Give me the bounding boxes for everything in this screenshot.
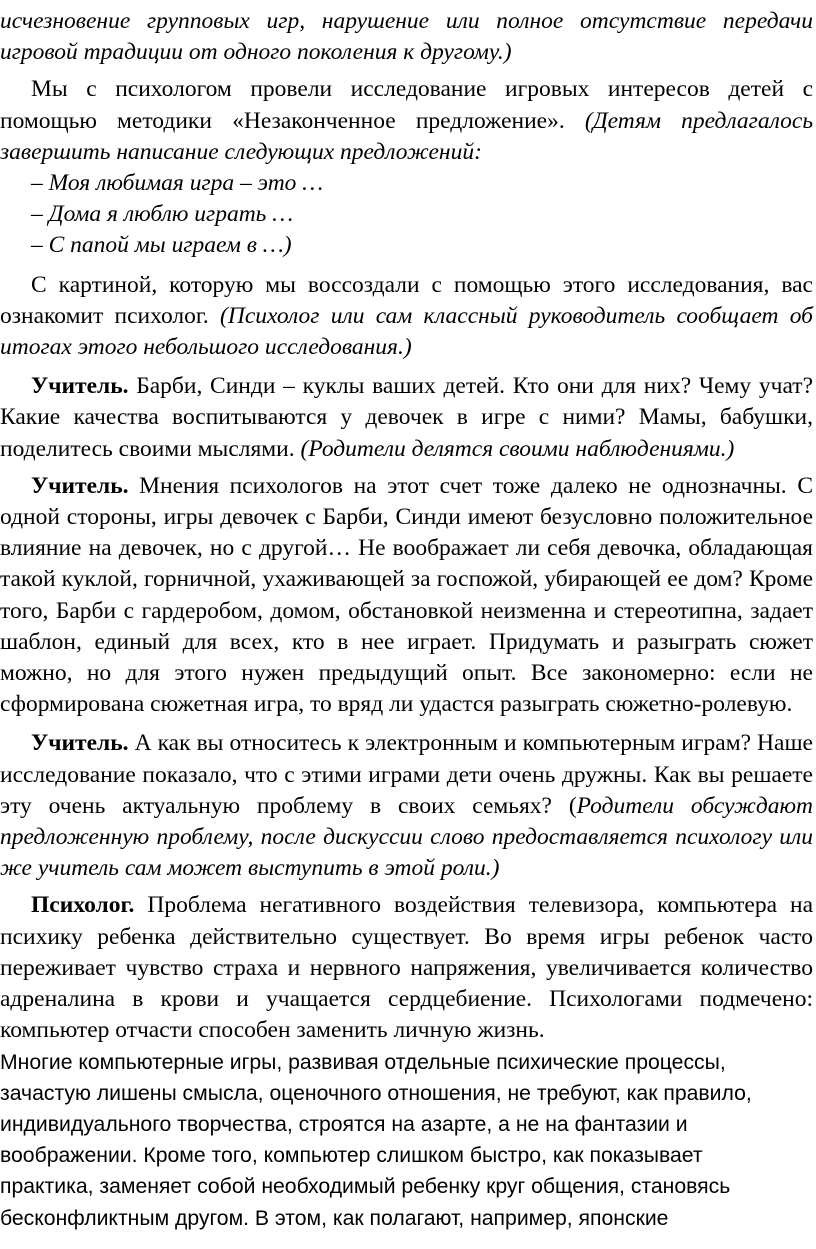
paragraph-text: Проблема негативного воздействия телевизора, компьютера на психику ребенка действительно существует. Во время игры ребенок часто переживает чувство страха и нервного напряжения, увеличивается количество адреналина в крови и учащается сердцебиение. Психологами подмечено: компьютер отчасти способен заменить личную жизнь. — [0, 892, 813, 1044]
text-line: зачастую лишены смысла, оценочного отношения, не требуют, как правило, — [0, 1081, 752, 1105]
paragraph-computer-games — [0, 1047, 813, 1234]
dash-item-2: – Дома я люблю играть … — [31, 201, 294, 228]
italic-remark: (Детям предлагалось завершить написание следующих предложений: — [0, 107, 814, 165]
italic-remark: (Родители делятся своими наблюдениями.) — [300, 435, 735, 462]
paragraph-teacher-2 — [0, 471, 813, 721]
speaker-label: Психолог. — [31, 892, 135, 919]
italic-remark: Родители обсуждают предложенную проблему, после дискуссии слово предоставляется психологу или же учитель сам может выступить в этой роли.) — [0, 792, 814, 882]
text-line: практика, заменяет собой необходимый ребенку круг общения, становясь — [0, 1175, 731, 1199]
paragraph-teacher-3 — [0, 728, 813, 884]
text-line: бесконфликтным другом. В этом, как полагают, например, японские — [0, 1206, 669, 1230]
paragraph-text: С картиной, которую мы воссоздали с помощью этого исследования, вас ознакомит психолог. — [0, 271, 813, 329]
dash-item-3: – С папой мы играем в …) — [31, 232, 292, 259]
italic-remark: исчезновение групповых игр, нарушение или полное отсутствие передачи игровой традиции от одного поколения к другому.) — [0, 8, 813, 66]
text-line: индивидуального творчества, строятся на азарте, а не на фантазии и — [0, 1112, 688, 1136]
paragraph-text: А как вы относитесь к электронным и компьютерным играм? Наше исследование показало, что с этими играми дети очень дружны. Как вы решаете эту очень актуальную проблему в своих семьях? ( — [0, 730, 813, 819]
paragraph-psychologist — [0, 890, 813, 1046]
dash-item-1: – Моя любимая игра – это … — [31, 170, 324, 197]
paragraph-continuation — [0, 6, 813, 68]
italic-remark: (Психолог или сам классный руководитель сообщает об итогах этого небольшого исследования.) — [0, 302, 813, 361]
speaker-label: Учитель. — [31, 730, 129, 757]
paragraph-teacher-1 — [0, 371, 813, 465]
paragraph-method — [0, 74, 813, 168]
text-line: Многие компьютерные игры, развивая отдельные психические процессы, — [0, 1050, 726, 1074]
text-line: воображении. Кроме того, компьютер слишком быстро, как показывает — [0, 1144, 703, 1168]
paragraph-text: Барби, Синди – куклы ваших детей. Кто они для них? Чему учат? Какие качества воспитываются у девочек в игре с ними? Мамы, бабушки, поделитесь своими мыслями. — [0, 373, 813, 462]
paragraph-psychologist-intro — [0, 270, 813, 364]
paragraph-text: Мнения психологов на этот счет тоже далеко не однозначны. С одной стороны, игры девочек с Барби, Синди имеют безусловно положительное влияние на девочек, но с другой… Не воображает ли себя девочка, обладающая такой куклой, горничной, ухаживающей за госпожой, убирающей ее дом? Кроме того, Барби с гардеробом, домом, обстановкой неизменна и стереотипна, задает шаблон, единый для всех, кто в нее играет. Придумать и разыграть сюжет можно, но для этого нужен предыдущий опыт. Все закономерно: если не сформирована сюжетная игра, то вряд ли удастся разыграть сюжетно-ролевую. — [0, 472, 814, 718]
speaker-label: Учитель. — [31, 373, 129, 400]
paragraph-text: Мы с психологом провели исследование игровых интересов детей с помощью методики «Незаконченное предложение». — [0, 76, 813, 134]
speaker-label: Учитель. — [31, 472, 129, 499]
